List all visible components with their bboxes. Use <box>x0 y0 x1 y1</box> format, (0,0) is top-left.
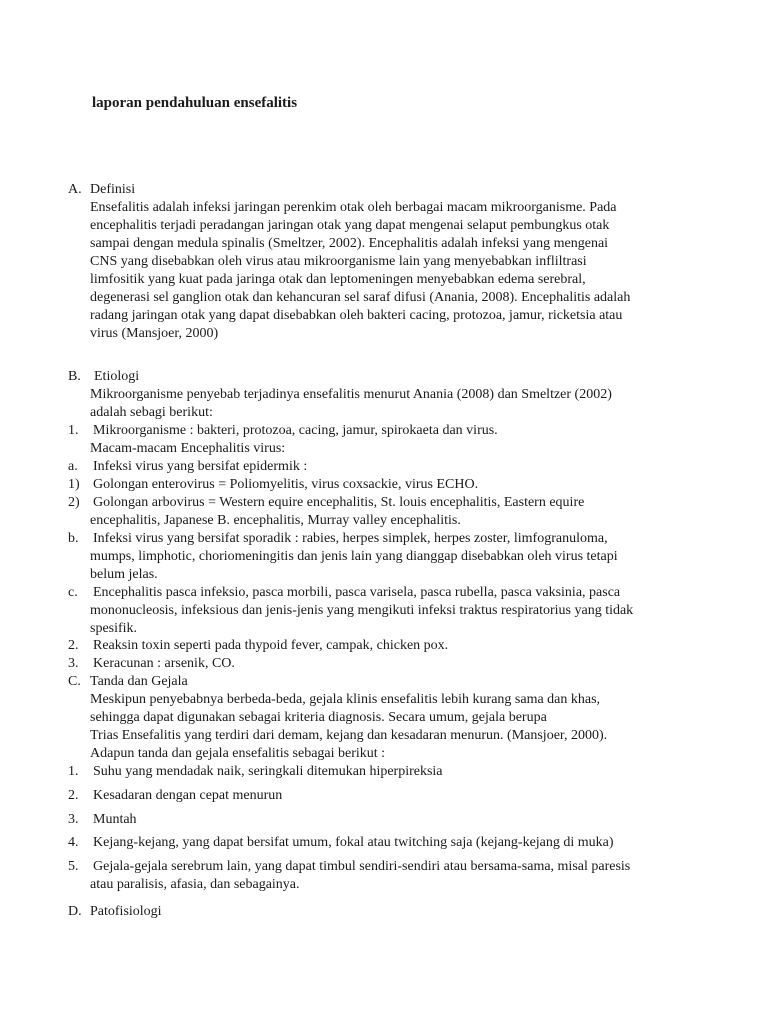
list-item: Keracunan : arsenik, CO. <box>93 656 235 671</box>
list-item: Kejang-kejang, yang dapat bersifat umum, fokal atau twitching saja (kejang-kejang di muka) <box>93 835 614 850</box>
list-marker: 2. <box>68 638 79 653</box>
document-title: laporan pendahuluan ensefalitis <box>92 95 298 111</box>
list-marker: a. <box>68 459 78 474</box>
section-a-line: Ensefalitis adalah infeksi jaringan perenkim otak oleh berbagai macam mikroorganisme. Pada <box>90 200 617 215</box>
section-c-intro-line: Meskipun penyebabnya berbeda-beda, gejala klinis ensefalitis lebih kurang sama dan khas, <box>90 692 601 707</box>
list-marker: b. <box>68 531 79 546</box>
list-item-cont: encephalitis, Japanese B. encephalitis, Murray valley encephalitis. <box>90 513 461 528</box>
section-a-line: sampai dengan medula spinalis (Smeltzer, 2002). Encephalitis adalah infeksi yang mengenai <box>90 236 609 251</box>
section-a-line: radang jaringan otak yang dapat disebabkan oleh bakteri cacing, protozoa, jamur, ricketsia atau <box>90 308 623 323</box>
list-marker: 4. <box>68 835 79 850</box>
list-item: Golongan enterovirus = Poliomyelitis, virus coxsackie, virus ECHO. <box>93 477 479 492</box>
list-item: Muntah <box>93 812 137 827</box>
list-item: Suhu yang mendadak naik, seringkali ditemukan hiperpireksia <box>93 764 443 779</box>
section-a-line: degenerasi sel ganglion otak dan kehancuran sel saraf difusi (Anania, 2008). Encephalitis adalah <box>90 290 631 305</box>
section-a-line: limfositik yang kuat pada jaringa otak dan leptomeningen menyebabkan edema serebral, <box>90 272 586 287</box>
section-c-heading: Tanda dan Gejala <box>90 674 188 689</box>
section-c-marker: C. <box>68 674 81 689</box>
section-c-intro-line: Adapun tanda dan gejala ensefalitis sebagai berikut : <box>90 746 386 761</box>
list-item-cont: atau paralisis, afasia, dan sebagainya. <box>90 877 300 892</box>
list-marker: 5. <box>68 859 79 874</box>
list-marker: 3. <box>68 656 79 671</box>
list-marker: 2) <box>68 495 80 510</box>
section-b-marker: B. <box>68 369 81 384</box>
list-item: Mikroorganisme : bakteri, protozoa, cacing, jamur, spirokaeta dan virus. <box>93 423 498 438</box>
list-marker: 1) <box>68 477 80 492</box>
list-item: Kesadaran dengan cepat menurun <box>93 788 283 803</box>
section-b-intro-line: adalah sebagi berikut: <box>90 405 213 420</box>
section-b-heading: Etiologi <box>94 369 140 384</box>
list-marker: 3. <box>68 812 79 827</box>
list-marker: 1. <box>68 764 79 779</box>
list-item: Gejala-gejala serebrum lain, yang dapat timbul sendiri-sendiri atau bersama-sama, misal paresis <box>93 859 631 874</box>
list-marker: 1. <box>68 423 79 438</box>
list-item: Infeksi virus yang bersifat epidermik : <box>93 459 308 474</box>
list-item: Reaksin toxin seperti pada thypoid fever, campak, chicken pox. <box>93 638 449 653</box>
section-b-intro-line: Mikroorganisme penyebab terjadinya ensefalitis menurut Anania (2008) dan Smeltzer (2002) <box>90 387 612 402</box>
section-d-marker: D. <box>68 904 82 919</box>
list-item: Infeksi virus yang bersifat sporadik : rabies, herpes simplek, herpes zoster, limfogranuloma, <box>93 531 608 546</box>
section-a-line: CNS yang disebabkan oleh virus atau mikroorganisme lain yang menyebabkan infliltrasi <box>90 254 587 269</box>
list-marker: c. <box>68 585 78 600</box>
section-a-heading: Definisi <box>90 182 136 197</box>
list-item-cont: mumps, limphotic, choriomeningitis dan jenis lain yang dianggap disebabkan oleh virus tetapi <box>90 549 618 564</box>
list-marker: 2. <box>68 788 79 803</box>
section-d-heading: Patofisiologi <box>90 904 162 919</box>
list-item-cont: mononucleosis, infeksious dan jenis-jenis yang mengikuti infeksi traktus respiratorius yang tidak <box>90 603 634 618</box>
section-a-marker: A. <box>68 182 82 197</box>
section-c-intro-line: sehingga dapat digunakan sebagai kriteria diagnosis. Secara umum, gejala berupa <box>90 710 547 725</box>
list-item-cont: belum jelas. <box>90 567 158 582</box>
sub-intro: Macam-macam Encephalitis virus: <box>90 441 286 456</box>
section-a-line: virus (Mansjoer, 2000) <box>90 326 219 341</box>
section-a-line: encephalitis terjadi peradangan jaringan otak yang dapat mengenai selaput pembungkus otak <box>90 218 610 233</box>
list-item: Encephalitis pasca infeksio, pasca morbili, pasca varisela, pasca rubella, pasca vaksinia, pasca <box>93 585 621 600</box>
list-item: Golongan arbovirus = Western equire encephalitis, St. louis encephalitis, Eastern equire <box>93 495 585 510</box>
section-c-intro-line: Trias Ensefalitis yang terdiri dari demam, kejang dan kesadaran menurun. (Mansjoer, 2000). <box>90 728 608 743</box>
list-item-cont: spesifik. <box>90 621 138 636</box>
